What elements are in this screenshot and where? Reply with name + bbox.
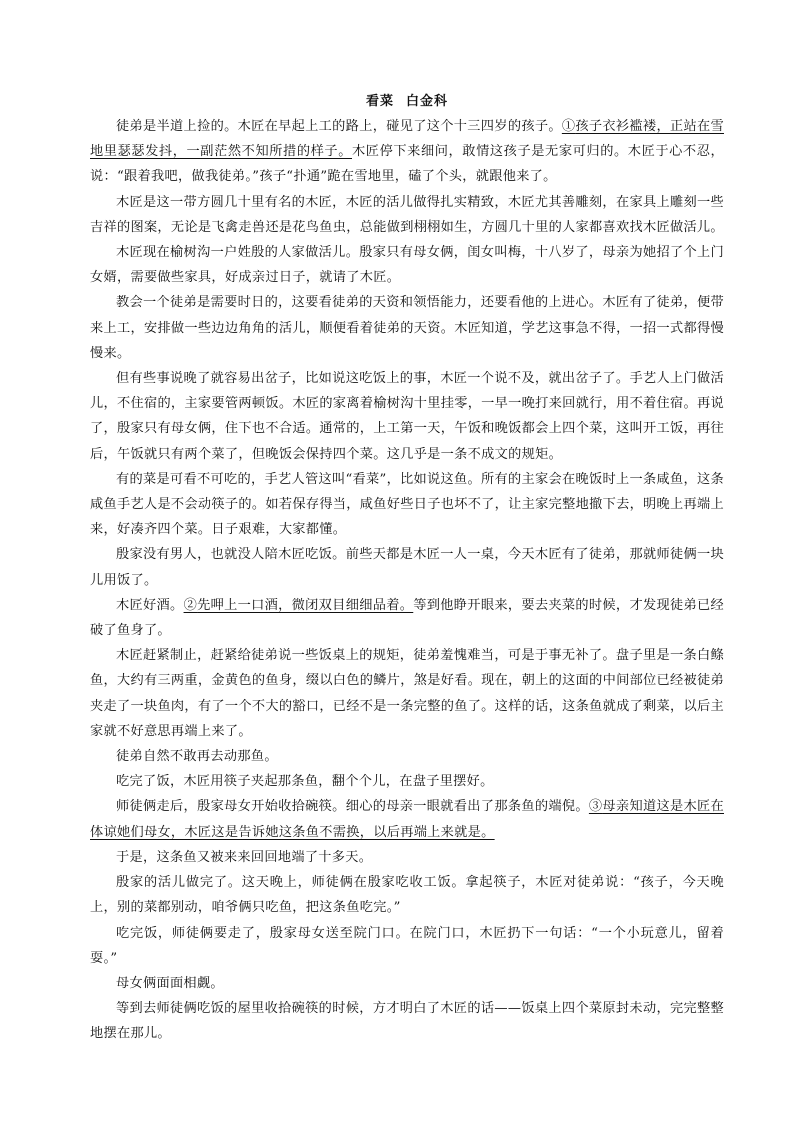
underlined-text: 先呷上一口酒，微闭双目细细品着。	[197, 597, 414, 613]
paragraph	[90, 190, 724, 240]
paragraph	[90, 769, 724, 794]
underlined-text: ②	[183, 597, 198, 613]
paragraph-text: 木匠是这一带方圆几十里有名的木匠，木匠的活儿做得扎实精致，木匠尤其善雕刻，在家具上雕刻一些吉祥的图案，无论是飞禽走兽还是花鸟鱼虫，总能做到栩栩如生，方圆几十里的人家都喜欢找木匠做活儿。	[90, 194, 724, 235]
paragraph	[90, 870, 724, 920]
paragraph-text: 徒弟是半道上捡的。木匠在早起上工的路上，碰见了这个十三四岁的孩子。	[116, 119, 562, 134]
paragraph-text: 母女俩面面相觑。	[116, 975, 224, 991]
paragraph	[90, 744, 724, 769]
paragraph-text: 木匠现在榆树沟一户姓殷的人家做活儿。殷家只有母女俩，闺女叫梅，十八岁了，母亲为她招了个上门女婿，需要做些家具，好成亲过日子，就请了木匠。	[90, 245, 724, 286]
paragraph	[90, 996, 724, 1046]
paragraph	[90, 845, 724, 870]
article-body	[90, 114, 724, 1047]
paragraph	[90, 240, 724, 290]
paragraph-text: 殷家没有男人，也就没人陪木匠吃饭。前些天都是木匠一人一桌，今天木匠有了徒弟，那就师徒俩一块儿用饭了。	[90, 547, 724, 588]
paragraph	[90, 593, 724, 643]
paragraph-text: 于是，这条鱼又被来来回回地端了十多天。	[116, 849, 373, 865]
paragraph	[90, 290, 724, 366]
title-text: 看菜	[365, 94, 394, 109]
document-page	[90, 90, 724, 1047]
paragraph	[90, 643, 724, 744]
underlined-text: ③	[588, 799, 603, 815]
paragraph-text: 但有些事说晚了就容易出岔子，比如说这吃饭上的事，木匠一个说不及，就出岔子了。手艺人上门做活儿，不住宿的，主家要管两顿饭。木匠的家离着榆树沟十里挂零，一早一晚打来回就行，用不着住宿。再说了，殷家只有母女俩，住下也不合适。通常的，上工第一天，午饭和晚饭都会上四个菜，这叫开工饭，再往后，午饭就只有两个菜了，但晚饭会保持四个菜。这几乎是一条不成文的规矩。	[90, 371, 724, 462]
paragraph	[90, 114, 724, 190]
author-name: 白金科	[406, 94, 449, 109]
paragraph-text: 等到去师徒俩吃饭的屋里收拾碗筷的时候，方才明白了木匠的话——饭桌上四个菜原封未动，完完整整地摆在那儿。	[90, 1001, 724, 1042]
paragraph	[90, 467, 724, 543]
paragraph-text: 殷家的活儿做完了。这天晚上，师徒俩在殷家吃收工饭。拿起筷子，木匠对徒弟说：“孩子，今天晚上，别的菜都别动，咱爷俩只吃鱼，把这条鱼吃完。”	[90, 875, 724, 916]
paragraph-text: 教会一个徒弟是需要时日的，这要看徒弟的天资和领悟能力，还要看他的上进心。木匠有了徒弟，便带来上工，安排做一些边边角角的活儿，顺便看着徒弟的天资。木匠知道，学艺这事急不得，一招一式都得慢慢来。	[90, 295, 724, 361]
paragraph-text: 木匠停下来细问，敢情这孩子是无家可归的。木匠于心不忍，说：“跟着我吧，做我徒弟。”孩子“扑通”跪在雪地里，磕了个头，就跟他来了。	[90, 144, 724, 185]
paragraph	[90, 794, 724, 844]
paragraph	[90, 921, 724, 971]
article-title	[90, 90, 724, 114]
paragraph-text: 木匠赶紧制止，赶紧给徒弟说一些饭桌上的规矩，徒弟羞愧难当，可是于事无补了。盘子里是一条白鲦鱼，大约有三两重，金黄色的鱼身，缀以白色的鳞片，煞是好看。现在，朝上的这面的中间部位已经被徒弟夹走了一块鱼肉，有了一个不大的豁口，已经不是一条完整的鱼了。这样的话，这条鱼就成了剩菜，以后主家就不好意思再端上来了。	[90, 648, 724, 739]
paragraph-text: 有的菜是可看不可吃的，手艺人管这叫“看菜”，比如说这鱼。所有的主家会在晚饭时上一条咸鱼，这条咸鱼手艺人是不会动筷子的。如若保存得当，咸鱼好些日子也坏不了，让主家完整地撤下去，明晚上再端上来，好凑齐四个菜。日子艰难，大家都懂。	[90, 471, 724, 538]
underlined-text: ①	[561, 119, 576, 134]
paragraph	[90, 542, 724, 592]
paragraph	[90, 971, 724, 996]
paragraph-text: 等到他睁开眼来，要去夹菜的时候，才发现徒弟已经破了鱼身了。	[90, 597, 724, 639]
paragraph-text: 吃完饭，师徒俩要走了，殷家母女送至院门口。在院门口，木匠扔下一句话：“一个小玩意儿，留着耍。”	[90, 925, 724, 966]
paragraph-text: 吃完了饭，木匠用筷子夹起那条鱼，翻个个儿，在盘子里摆好。	[116, 774, 494, 790]
paragraph-text: 徒弟自然不敢再去动那鱼。	[116, 749, 278, 765]
paragraph-text: 木匠好酒。	[116, 597, 184, 613]
paragraph-text: 师徒俩走后，殷家母女开始收拾碗筷。细心的母亲一眼就看出了那条鱼的端倪。	[116, 799, 589, 815]
paragraph	[90, 366, 724, 467]
underlined-text: 母亲知道这是木匠在体谅她们母女，木匠这是告诉她这条鱼不需换，以后再端上来就是。	[90, 799, 724, 840]
underlined-text: 孩子衣衫褴褛，正站在雪地里瑟瑟发抖，一副茫然不知所措的样子。	[90, 119, 724, 160]
